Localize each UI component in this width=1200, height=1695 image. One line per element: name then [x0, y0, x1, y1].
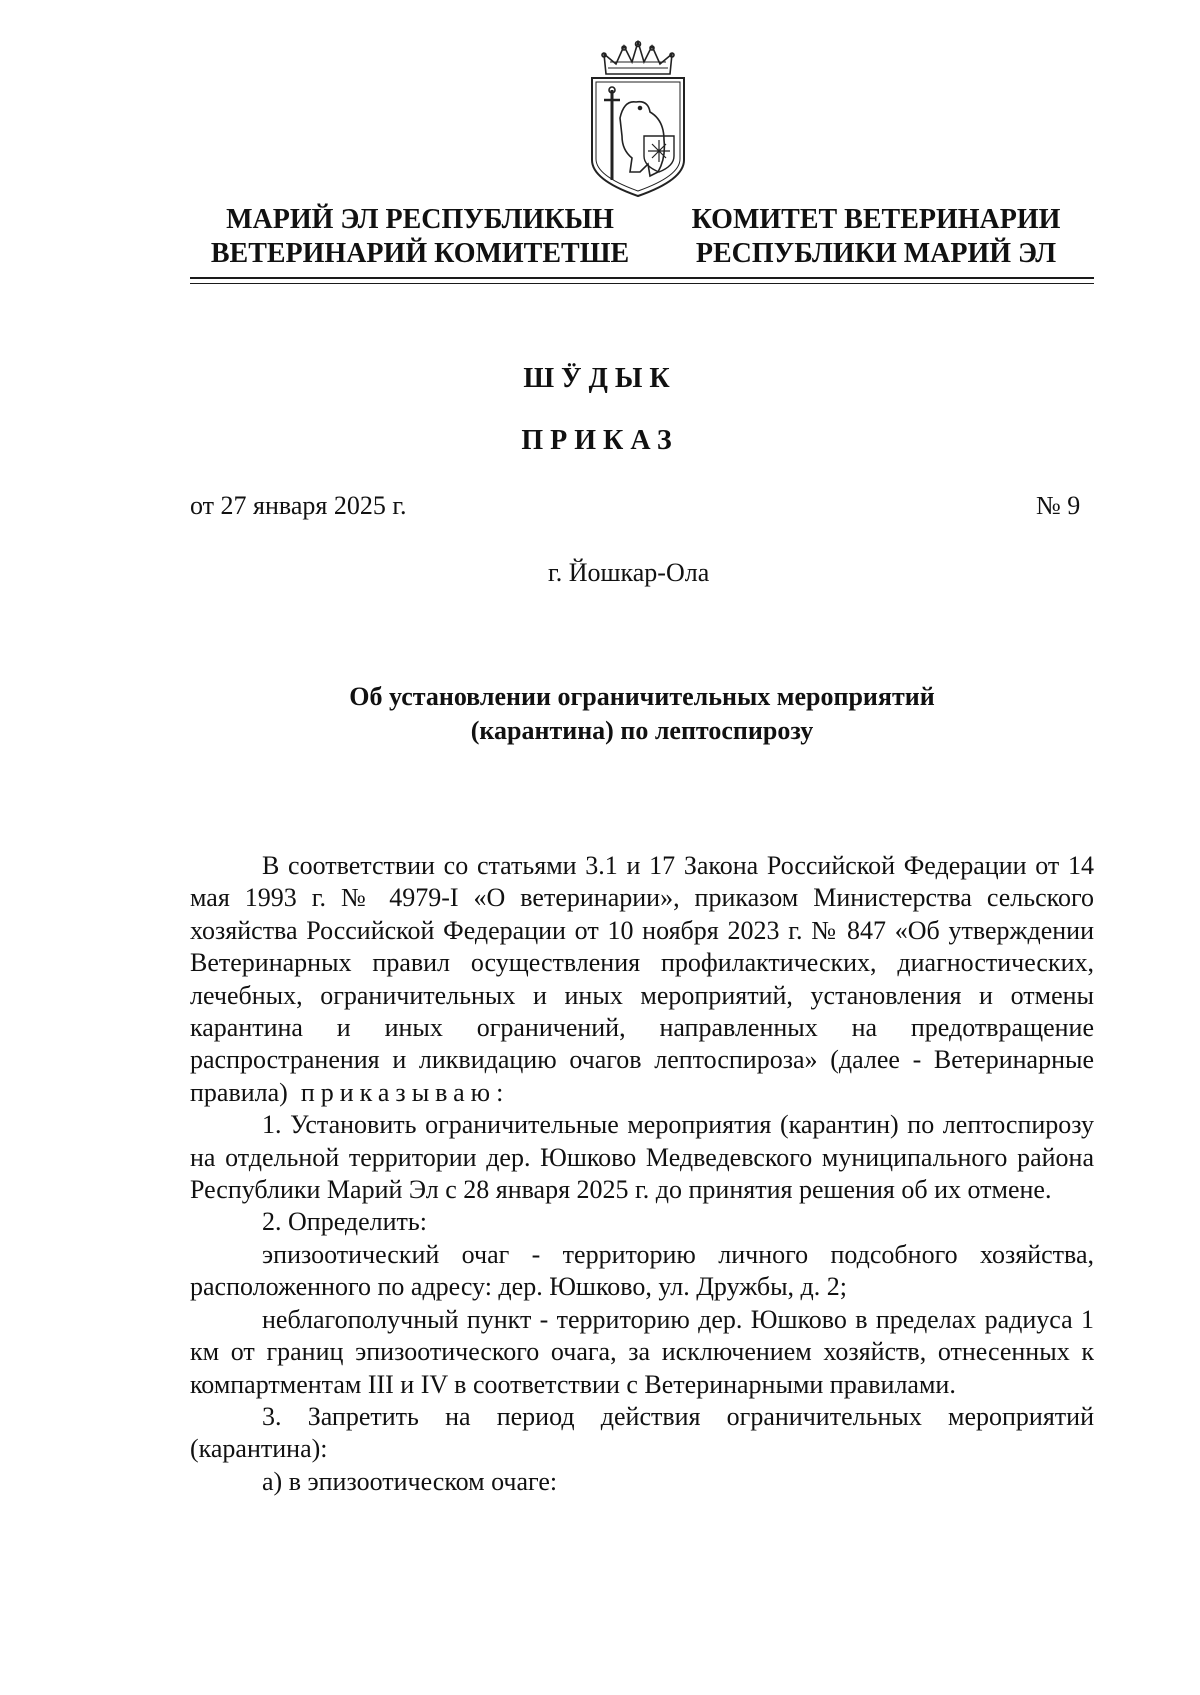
- item-2: 2. Определить:: [262, 1207, 427, 1237]
- preamble-text: В соответствии со статьями 3.1 и 17 Закона Российской Федерации от 14 мая 1993 г. № 4979-I «О ветеринарии», приказом Министерства сельского хозяйства Российской Федерации от 10 ноября 2023 г. № 847 «Об утверждении Ветеринарных правил осуществления профилактических, диагностических, лечебных, ограничительных и иных мероприятий, установления и отмены карантина и иных ограничений, направленных на предотвращение распространения и ликвидацию очагов лептоспироза» (далее - Ветеринарные правила): [190, 851, 1094, 1107]
- doc-city: г. Йошкар-Ола: [548, 558, 710, 587]
- item-3a: а) в эпизоотическом очаге:: [262, 1466, 558, 1496]
- doc-title-mari: ШӰДЫК: [523, 363, 677, 394]
- item-1: 1. Установить ограничительные мероприятия (карантин) по лептоспирозу на отдельной территории дер. Юшково Медведевского муниципального района Республики Марий Эл с 28 января 2025 г. до принятия решения об их отмене.: [190, 1110, 1094, 1205]
- doc-title-russian: ПРИКАЗ: [521, 425, 679, 456]
- doc-subject: [190, 680, 1094, 748]
- item-2-focus: эпизоотический очаг - территорию личного подсобного хозяйства, расположенного по адресу: дер. Юшково, ул. Дружбы, д. 2;: [190, 1239, 1094, 1302]
- doc-subject-line2: (карантина) по лептоспирозу: [470, 716, 814, 745]
- doc-body: [190, 850, 1094, 1498]
- header-left-line2: ВЕТЕРИНАРИЙ КОМИТЕТШЕ: [210, 238, 630, 269]
- header-left-line1: МАРИЙ ЭЛ РЕСПУБЛИКЫН: [226, 204, 614, 235]
- header-right-line1: КОМИТЕТ ВЕТЕРИНАРИИ: [691, 204, 1061, 235]
- order-word: приказываю:: [300, 1077, 510, 1107]
- republic-coat-of-arms: [584, 40, 692, 200]
- header-rule-top: [190, 277, 1094, 279]
- header-rule-bottom: [190, 283, 1094, 284]
- preamble-paragraph: [190, 850, 1094, 1109]
- doc-date: от 27 января 2025 г.: [190, 491, 407, 520]
- item-3: 3. Запретить на период действия ограничительных мероприятий (карантина):: [190, 1401, 1094, 1464]
- header-mari-org-name: [210, 203, 630, 271]
- header-russian-org-name: [686, 203, 1066, 271]
- header-right-line2: РЕСПУБЛИКИ МАРИЙ ЭЛ: [695, 238, 1057, 269]
- doc-number: № 9: [1036, 491, 1081, 520]
- doc-subject-line1: Об установлении ограничительных мероприятий: [349, 682, 935, 711]
- item-2-point: неблагополучный пункт - территорию дер. Юшково в пределах радиуса 1 км от границ эпизоотического очага, за исключением хозяйств, отнесенных к компартментам III и IV в соответствии с Ветеринарными правилами.: [190, 1304, 1094, 1399]
